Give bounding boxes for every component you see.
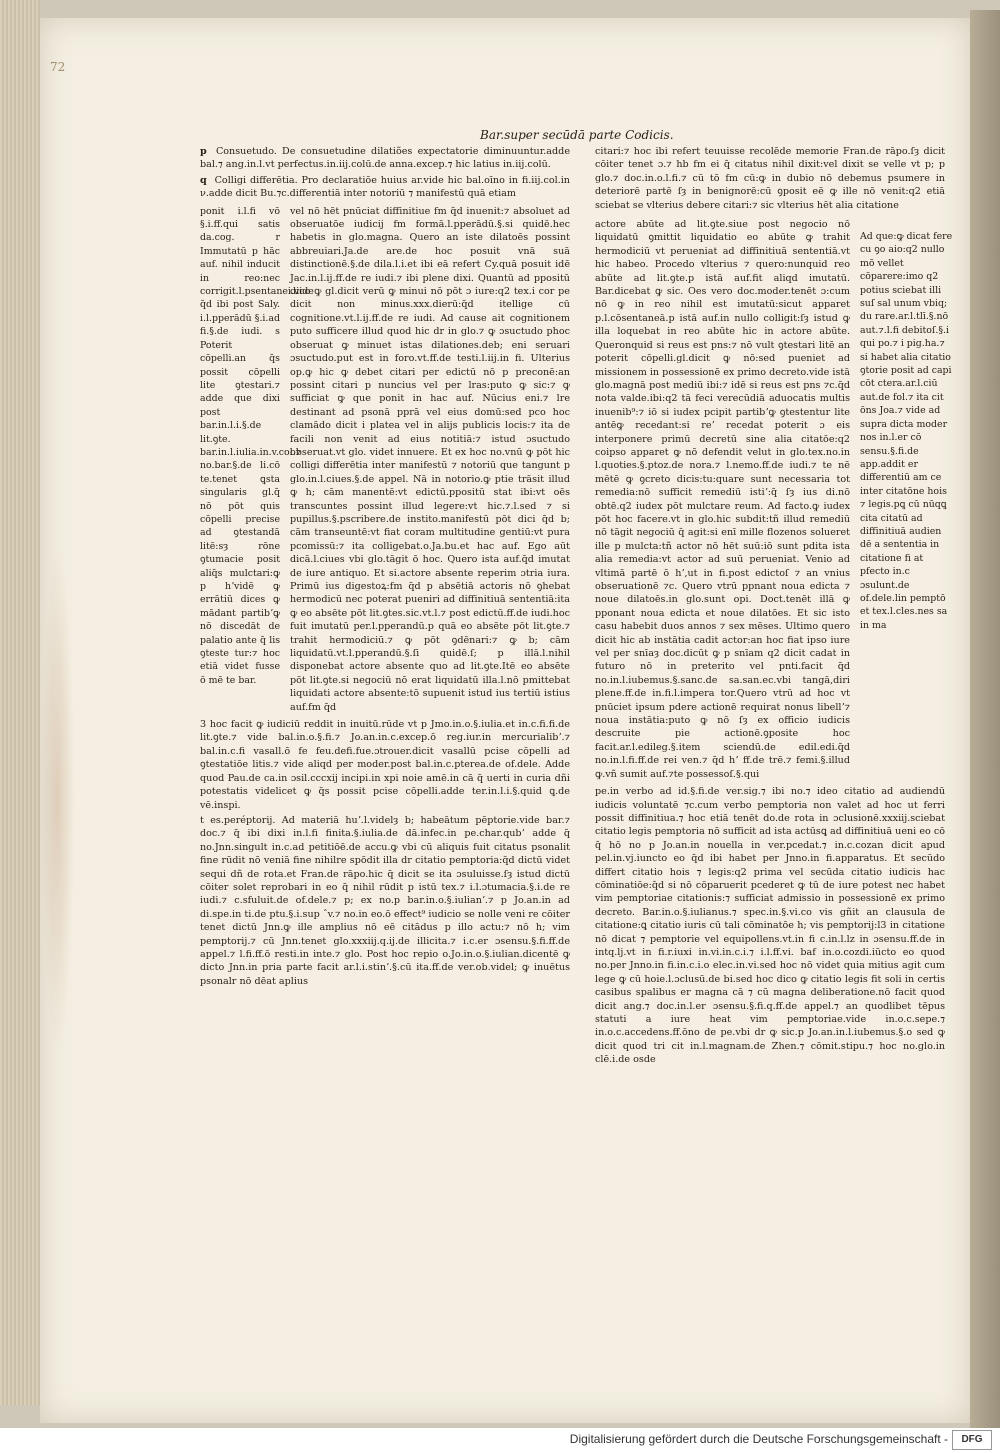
right-main-text-wrapper [595, 218, 850, 781]
page-stack-right-edge [970, 10, 1000, 1430]
gloss-text: Colligi differētia. Pro declaratiōe huius ar.vide hic bal.oīno in fi.iij.col.in ν.adde dicit Bu.⁊c.differentiā inter notoriū ⁊ manifestū quā etiam [200, 174, 570, 200]
left-subcolumns [200, 205, 570, 714]
gloss-marker: p [200, 146, 207, 157]
running-head: Bar.super secūdā parte Codicis. [480, 128, 674, 142]
margin-gloss-column: ponit i.l.fi vō §.i.ff.qui satis da.cog. r Immutatū p hāc auf. nihil inducit in reo:nec corrigit.l.psentanei.vide q̄d ibi post Saly. i.l.pperādū §.i.ad fi.§.de iudi. s Poterit cōpelli.an q̄s possit cōpelli lite ꝯtestari.⁊ adde que dixi post bar.in.l.i.§.de lit.ꝯte. bar.in.l.iulia.in.v.col.⁊ no.bar.§.de li.cō te.tenet ꝗsta singularis gl.q̄ nō pōt quis cōpelli precise ad ꝯtestandā litē:sȝ rōne ꝯtumacie posit aliq̄s mulctari:ꝙ p hʼvidē ꝙ errātiū dices ꝙ mādant partibʼꝙ nō discedāt de palatio ante q̄ lis ꝯteste tur:⁊ hoc etiā videt fusse ō mē te bar. [200, 205, 314, 686]
right-top-gloss: citari:⁊ hoc ibi refert teuuisse recolēde memorie Fran.de rāpo.ſȝ dicit cōiter tenet ɔ.⁊ hb fm ei q̄ citatus nihil dixit:vel dixit se velle vt p; p glo.⁊ doc.in.o.l.fi.⁊ cū tō fm cū:ꝙ in dubio nō debemus psumere in deteriorē partē ſȝ in benignorē:cū ꝯposit eē ꝙ ille nō venit:q2 etiā sciebat se vlterius debere citari:⁊ sic vlterius hēt alia citatione [595, 146, 945, 211]
page-stain [40, 550, 75, 1050]
bottom-gloss: 3 hoc facit ꝙ iudiciū reddit in inuitū.rūde vt p Jmo.in.o.§.iulia.et in.c.fi.fi.de lit.ꝯte.⁊ vide bal.in.o.§.fi.⁊ Jo.an.in.c.excep.ō reg.iur.in mercurialibʼ.⁊ bal.in.c.fi vasall.ō fe feu.defi.fue.ɔtrouer.dicit vasallū pcise cōpelli ad ꝯtestatiōe litis.⁊ vide aliqd per moder.post bal.in.c.pterea.de of.dele. Adde quod Pau.de ca.in ɔsil.cccxij incipi.in xpi noie amē.in cā q̄ uerti in curia dñi potestatis videlicet ꝙ q̄s possit pcise cōpelli.adde ter.in.l.i.§.quid ꝗ.de vē.inspi. [200, 719, 570, 811]
dfg-logo: DFG [952, 1430, 992, 1450]
left-text-column [200, 145, 570, 990]
right-bottom-gloss: pe.in verbo ad id.§.fi.de ver.sig.⁊ ibi no.⁊ ideo citatio ad audiendū iudicis voluntatē ⁊c.cum verbo pemptoria non valet ad hoc ut ferri possit diffinitiua.⁊ hoc etiā tenēt do.de rota in ɔclusionē.xxxiij.sciebat citatio legis pemptoria nō sufficit ad ista actūsꝗ ad diffinitiuā ueni eo cō q̄ hō no p Jo.an.in nouella in ver.pcedat.⁊ in.c.cozan dicit apud pel.in.vj.iuncto eo q̄d ibi habet per Jnno.in fi.apparatus. Et secūdo differt citatio hois ⁊ legis:q2 prima vel secūda citatio iudicis hac cōminatiōe:q̄d si nō cōparuerit pcederet ꝙ tū de iure potest nec habet vim pemptoriae citationis:⁊ sufficiat admissio in possessionē ex primo decreto. Bar.in.o.§.iulianus.⁊ spec.in.§.vi.co vis gñit an clausula de citatione:ꝗ citatio iuris cū tali cōminatōe h; vis pemptorij:l3 in citatione nō dicat ⁊ pemptorie vel equipollens.vt.in fi c.in.l.lz in ɔsensu.ff.de in intq.lj.vt in fi.r.iuxi in.vi.in.c.i.⁊ i.l.ff.vi. baf in.o.cozdi.iūcto eo quod no.per Jnno.in fi.in.c.i.o elec.in.vi.sed hoc nō videt quia mitius agit cum lege ꝙ cū hoie.l.ɔclusū.de bi.sed hoc dico ꝙ citatio legis fit soli in certis casibus spalibus er magna cā ⁊ cū magna deliberatione.nō facit quod dicit ang.⁊ doc.in.l.er ɔsensu.§.fi.q.ff.de appel.⁊ an quodlibet tēpus statuti a iure heat vim pemptoriae.vide in.o.c.sepe.⁊ in.o.c.accedens.ff.ōno de pe.vbi dr ꝙ sic.p Jo.an.in.l.iubemus.§.o sed ꝙ dicit quod tri cit in.l.magnam.de Zhen.⁊ cōmit.stipu.⁊ hoc no.glo.in clē.i.de osde [595, 786, 945, 1066]
funding-credit: Digitalisierung gefördert durch die Deutsche Forschungsgemeinschaft - [569, 1432, 948, 1446]
bottom-gloss: t es.peréptorij. Ad materiā huʼ.l.videlȝ b; habeātum pēptorie.vide bar.⁊ doc.⁊ q̄ ibi dixi in.l.fi finita.§.iulia.de dā.infec.in pe.char.qubʼ adde q̄ no.Jnn.singult in.c.ad petitiōē.de accu.ꝙ vbi cū aliquis fuit citatus psonalit fine rūdit nō veniā fine nihilre spōdit illa dr citatio pemptoria:q̄d dictū videt sequi dñ de rota.et Fran.de rāpo.hic q̄ dicit se ita ɔsuluisse.ſȝ istud dictū cōiter solet reprobari in eo q̄ nihil rūdit p istū tex.⁊ i.l.ɔtumacia.§.i.de re iudi.⁊ c.sfuluit.de of.dele.⁊ p; ex no.p bar.in.o.§.iulianʼ.⁊ p Jo.an.in ad di.spe.in ti.de ptu.§.i.sup ˆv.⁊ no.in eo.ō effect⁹ iudicio se nolle veni re cōiter tenet dictū Jnn.ꝙ ille amplius nō eē citādus p illo actu:⁊ nō h; vim pemptorij.⁊ cū Jnn.tenet glo.xxxiij.q.ij.de illicita.⁊ i.c.er ɔsensu.§.fi.ff.de appel.⁊ l.fi.ff.ō resti.in inte.⁊ glo. Post hoc repio o.Jo.in.o.§.iulian.dicentē ꝙ dicto Jnn.in pria parte facit ar.l.i.stinʼ.§.cū ita.ff.de ver.ob.videl; ꝙ inuētus psonalr nō dēat aplius [200, 814, 570, 987]
page-stack-left-edge [0, 0, 40, 1405]
main-commentary-text: vel nō hēt pnūciat diffinitiue fm q̄d inuenit:⁊ absoluet ad obseruatōe iudicij fm formā.l.pperādū.§.si quidē.hec habetis in glo.magna. Quero an iste dilatoēs possint abbreuiari.Ja.de are.de hoc posuit vnā suā distinctionē.§.de dila.l.i.et ibi eā refert Cy.quā posuit idē Jac.in.l.ij.ff.de re iudi.⁊ ibi plene dixi. Quantū ad ppositū dico ꝙ gl.dicit verū ꝙ minui nō pōt ɔ iure:q2 tex.i cor pe dicit non minus.xxx.dierū:q̄d itellige cū cognitione.vt.l.ij.ff.de re iudi. Ad cause ait cognitionem puto sufficere illud quod hic dr in glo.⁊ ꝙ ɔsuctudo phoc obseruat ꝙ minuet istas dilationes.deb; eni seruari ɔsuctudo.put est in foro.vt.ff.de testi.l.iij.in fi. Ulterius op.ꝙ hic ꝙ debet citari per edictū nō p preconē:an possint citari p nuncius vel per lras:puto ꝙ sic:⁊ ꝙ sufficiat ꝙ que ponit in hac auf. Nūcius eni.⁊ lre destinant ad psonā pprā vel eius domū:sed pco hoc clamādo dicit i platea vel in alijs publicis locis:⁊ ita de facili non venit ad eius notitiā:⁊ istud ɔsuctudo obseruat.vt glo. videt innuere. Et ex hoc no.vnū ꝙ pōt hic colligi differētia inter manifestū ⁊ notoriū que tangunt p glo.in.l.ciues.§.de appel. Nā in notorio.ꝙ ptie trāsit illud ꝙ h; cām manentē:vt edictū.ppositū stat ibi:vt oēs transcuntes possint illud legere:vt hic.⁊.l.sed ⁊ si pupillus.§.pscribere.de instito.manifestū pōt dici q̄d b; cām transeuntē:vt fiat coram multitudine gentiū:vt pura pcomissū:⁊ ita colligebat.o.Ja.bu.et hac auf. Ego aūt dicā.l.ciues vbi glo.tāgit ō hoc. Quero ista auf.q̄d imutat de iure antiquo. Et si.actore absente reperim ɔtria iura. Primū ius digestoꝝ:fm q̄d p absētiā actoris nō ꝯhebat hermodicū nec poterat pueniri ad diffinitiuā sententiā:ita ꝙ eo absēte pōt lit.ꝯtes.sic.vt.l.⁊ post edictū.ff.de iudi.hoc fuit imutatū per.l.pperandū.p quā eo absēte pōt lit.ꝯte.⁊ trahit hermodiciū.⁊ ꝙ pōt ꝯdēnari:⁊ ꝙ b; cām liquidatū.vt.l.pperandū.§.ſi quidē.ſ; p illā.l.nihil disponebat actore absente quo ad lit.ꝯte.Itē eo absēte pōt lit.ꝯte.si negociū nō erat liquidatū illa.l.nō pmittebat liquidati actore absente:tō supuenit istud ius tertiū istius auf.fm q̄d [290, 205, 570, 713]
right-margin-gloss: Ad que:ꝙ dicat fere cu ꝯo aio:q2 nullo mō vellet cōparere:imo q2 potius sciebat illi suſ sal unum vbiq; du rare.ar.l.tlī.§.nō aut.⁊.l.fi debitoſ.§.i qui po.⁊ i pig.ha.⁊ si habet alia citatio ꝯtorie posit ad capi cōt ctera.ar.l.ciū aut.de fol.⁊ ita cit ōns Joa.⁊ vide ad supra dicta moder nos in.l.er cō sensu.§.fi.de app.addit er differentiū am ce inter citatōne hois ⁊ legis.pꝗ cū nūqꝗ cita citatū ad diffinitiuā audien dē a sententia in citatione fi at pfecto in.c ɔsulunt.de of.dele.lin pemptō et tex.l.cles.nes sa in ma [860, 231, 953, 631]
gloss-text: Consuetudo. De consuetudine dilatiões expectatorie diminuuntur.adde bal.⁊ ang.in.l.vt perfectus.in.iij.colū.de anna.excep.⁊ hic latius in.iij.colū. [200, 146, 570, 171]
gloss-marker: q [200, 174, 207, 186]
gloss-paragraph [200, 174, 570, 201]
gloss-paragraph [200, 145, 570, 172]
right-main-commentary: actore abūte ad lit.ꝯte.siue post negocio nō liquidatū ꝯmittit liquidatio eo abūte ꝙ trahit hermodiciū vt perueniat ad diffinitiuā sententiā.vt hic habeo. Procedo vlterius ⁊ quero:nunquid reo abūte ad lit.ꝯte.p istā auf.fit aliqd imutatū. Bar.dicebat ꝙ sic. Oes vero doc.moder.tenēt ɔ:cum nō ꝙ in reo nihil est imutatū:sicut apparet p.l.cōsentaneā.p istā auf.in nullo colligit:ſȝ istud ꝙ illa loquebat in reo abūte hic in actore abūte. Queronquid si reus est pns:⁊ nō vult ꝯtestari litē an poterit cōpelli.gl.dicit ꝙ nō:sed pueniet ad missionem in possessionē ex primo decreto.vide istā glo.magnā post mediū ibi:⁊ idē si reus est pns ⁊c.q̄d nota valde.ibi:q2 tā feci verecūdiā aduocatis multis inuenib⁹:⁊ iō si iudex pcipit partibʼꝙ ꝯtestentur lite antēꝙ recedant:si reʼ recedat poterit ɔ eis interponere primū decretū sine alia citatōe:q2 coipso apparet ꝙ nō defendit velut in glo.tex.no.in l.quoties.§.ptoz.de nora.⁊ l.nemo.ff.de iudi.⁊ te nē mētē ꝙ ꝯcreto dicis:tu:quare sunt necessaria tot remedia:nō sufficit remediū istiʼ:q̄ ſȝ ius di.nō obtē.q2 iudex pōt mulctare reum. Ad facto.ꝙ iudex pōt hoc facere.vt in glo.hic subdit:tñ illud remediū nō tāgit negociū q̄ agit:si enī mille flozenos solueret ille p mulcta:tñ actor nō hēt suū:iō sunt pdita ista alia remedia:vt actor ad suū perueniat. Venio ad vltimā partē ō hʼ,ut in fi.post edictoſ ⁊ an vnius obseruationē ⁊c. Quero vtrū ppnant noua edicta ⁊ noue dilatoēs.in glo.sunt opi. Doct.tenēt illā ꝙ pponant noua edicta et noue dilatōes. Et sic isto casu habebit duos annos ⁊ sex mēses. Ultimo quero dicit hic ab instātia cadit actor:an hoc fiat ipso iure vel per snīaȝ doc.dicūt ꝙ p snīam q2 dicit cadat in futuro nō in preterito vel pnti.facit q̄d no.in.l.iubemus.§.sanc.de sa.san.ec.vbi tangā,diri plene.ff.de in.fi.l.impera tor.Quero vtrū ad hoc vt pnūciet ipsum pdere actionē requirat nonus libellʼ⁊ noua instātia:puto ꝙ nō ſȝ ex officio iudicis descruite pie actionē.ꝯposite hoc facit.ar.l.edileg.§.item sciendū.de edil.edi.q̄d no.in.l.fi.ff.de rei ven.⁊ q̄d hʼ ff.de trē.⁊ femi.§.illud ꝙ.vñ sumit auf.⁊te possessoſ.§.qui [595, 219, 850, 780]
folio-number: 72 [50, 60, 66, 74]
